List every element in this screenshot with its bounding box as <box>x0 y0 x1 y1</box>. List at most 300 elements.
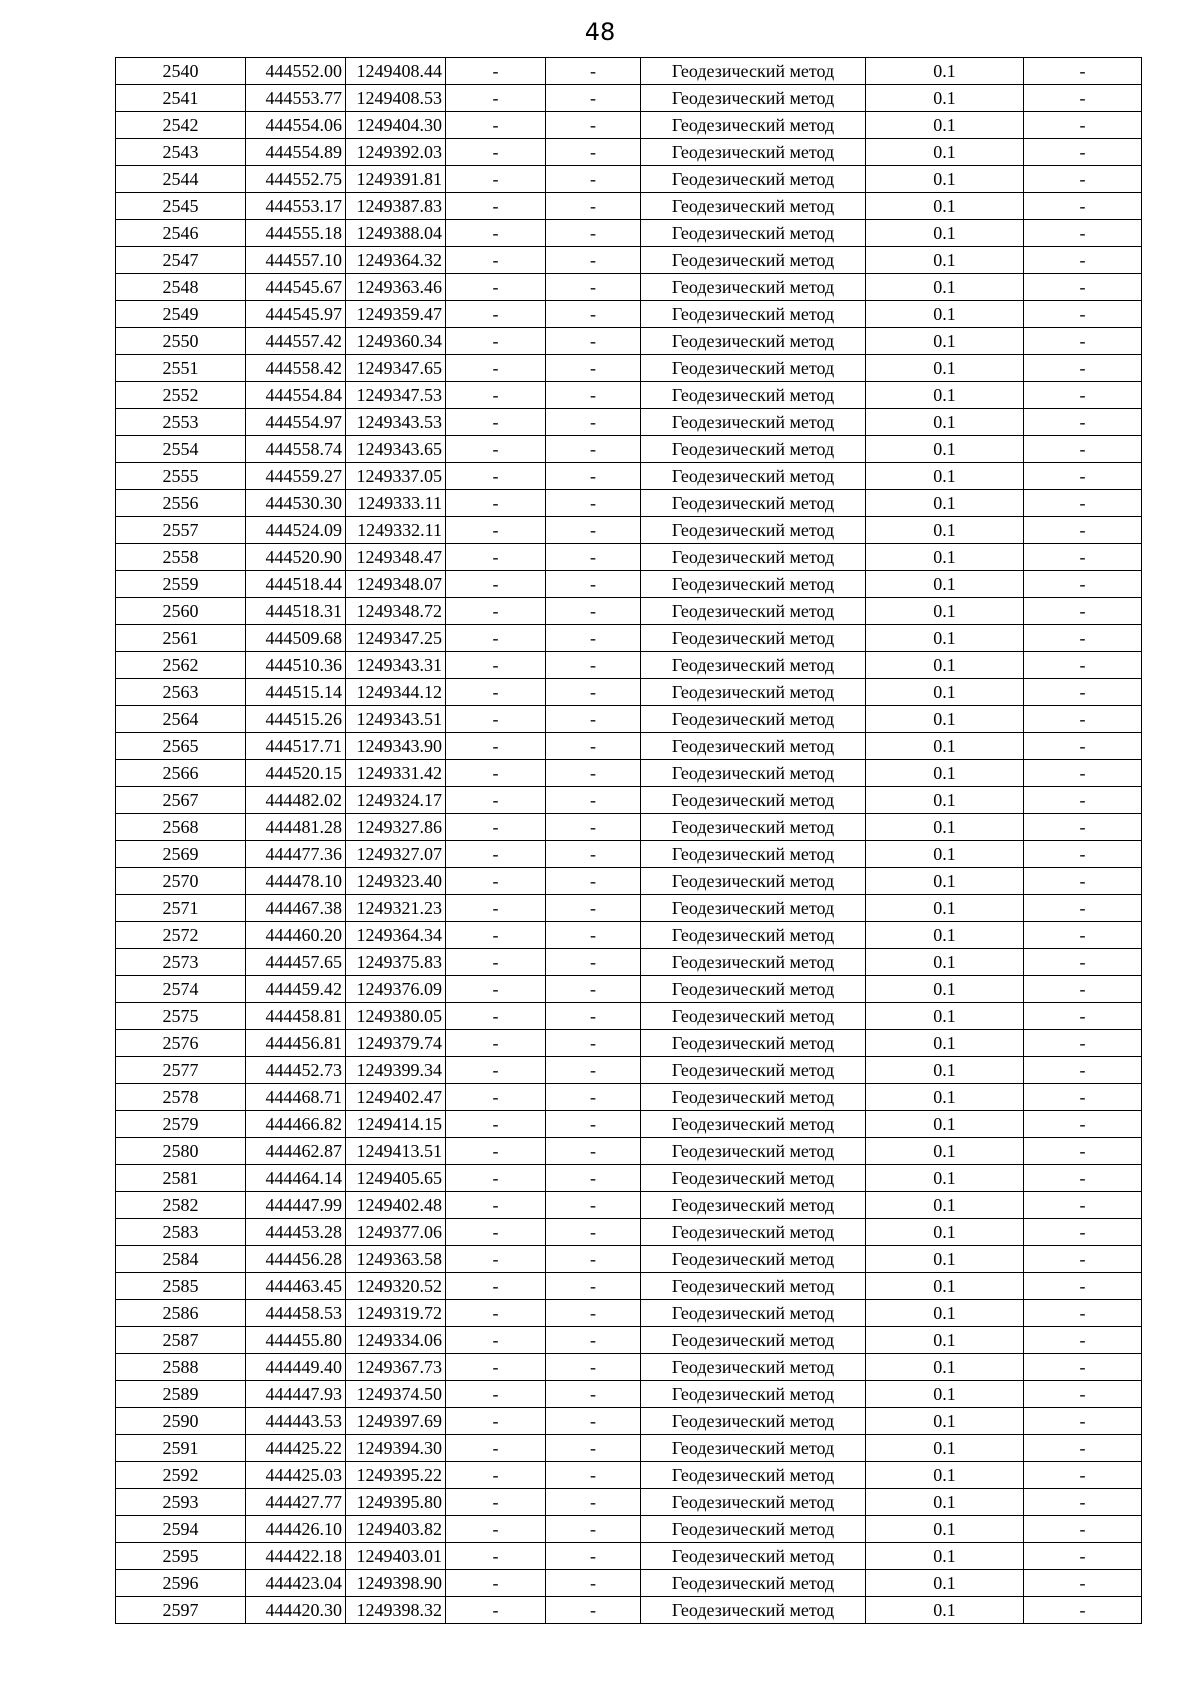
method-cell: Геодезический метод <box>641 220 866 247</box>
method-cell: Геодезический метод <box>641 922 866 949</box>
dash-cell: - <box>1024 1543 1142 1570</box>
point-number-cell: 2583 <box>116 1219 246 1246</box>
dash-cell: - <box>1024 1327 1142 1354</box>
dash-cell: - <box>1024 85 1142 112</box>
x-coordinate-cell: 444422.18 <box>246 1543 346 1570</box>
dash-cell: - <box>446 544 546 571</box>
y-coordinate-cell: 1249321.23 <box>346 895 446 922</box>
point-number-cell: 2573 <box>116 949 246 976</box>
table-row <box>116 1435 1142 1462</box>
error-cell: 0.1 <box>866 1273 1024 1300</box>
dash-cell: - <box>1024 1111 1142 1138</box>
dash-cell: - <box>446 976 546 1003</box>
error-cell: 0.1 <box>866 1246 1024 1273</box>
y-coordinate-cell: 1249331.42 <box>346 760 446 787</box>
dash-cell: - <box>1024 301 1142 328</box>
dash-cell: - <box>546 1462 641 1489</box>
dash-cell: - <box>446 274 546 301</box>
point-number-cell: 2567 <box>116 787 246 814</box>
y-coordinate-cell: 1249395.22 <box>346 1462 446 1489</box>
y-coordinate-cell: 1249320.52 <box>346 1273 446 1300</box>
y-coordinate-cell: 1249337.05 <box>346 463 446 490</box>
dash-cell: - <box>446 1597 546 1624</box>
error-cell: 0.1 <box>866 166 1024 193</box>
point-number-cell: 2548 <box>116 274 246 301</box>
point-number-cell: 2569 <box>116 841 246 868</box>
error-cell: 0.1 <box>866 1030 1024 1057</box>
dash-cell: - <box>1024 355 1142 382</box>
dash-cell: - <box>1024 463 1142 490</box>
dash-cell: - <box>446 841 546 868</box>
point-number-cell: 2576 <box>116 1030 246 1057</box>
x-coordinate-cell: 444458.81 <box>246 1003 346 1030</box>
error-cell: 0.1 <box>866 247 1024 274</box>
point-number-cell: 2574 <box>116 976 246 1003</box>
method-cell: Геодезический метод <box>641 1516 866 1543</box>
dash-cell: - <box>546 733 641 760</box>
dash-cell: - <box>1024 193 1142 220</box>
x-coordinate-cell: 444515.14 <box>246 679 346 706</box>
method-cell: Геодезический метод <box>641 193 866 220</box>
dash-cell: - <box>546 544 641 571</box>
error-cell: 0.1 <box>866 301 1024 328</box>
table-row <box>116 1570 1142 1597</box>
x-coordinate-cell: 444449.40 <box>246 1354 346 1381</box>
dash-cell: - <box>446 679 546 706</box>
method-cell: Геодезический метод <box>641 139 866 166</box>
dash-cell: - <box>546 1273 641 1300</box>
x-coordinate-cell: 444545.97 <box>246 301 346 328</box>
method-cell: Геодезический метод <box>641 733 866 760</box>
dash-cell: - <box>1024 1219 1142 1246</box>
x-coordinate-cell: 444460.20 <box>246 922 346 949</box>
table-row <box>116 220 1142 247</box>
dash-cell: - <box>446 1003 546 1030</box>
point-number-cell: 2542 <box>116 112 246 139</box>
table-row <box>116 598 1142 625</box>
dash-cell: - <box>446 1408 546 1435</box>
error-cell: 0.1 <box>866 868 1024 895</box>
x-coordinate-cell: 444466.82 <box>246 1111 346 1138</box>
dash-cell: - <box>446 922 546 949</box>
y-coordinate-cell: 1249387.83 <box>346 193 446 220</box>
dash-cell: - <box>546 301 641 328</box>
error-cell: 0.1 <box>866 895 1024 922</box>
dash-cell: - <box>546 1489 641 1516</box>
dash-cell: - <box>546 58 641 85</box>
method-cell: Геодезический метод <box>641 1057 866 1084</box>
method-cell: Геодезический метод <box>641 598 866 625</box>
method-cell: Геодезический метод <box>641 841 866 868</box>
dash-cell: - <box>1024 1408 1142 1435</box>
method-cell: Геодезический метод <box>641 166 866 193</box>
method-cell: Геодезический метод <box>641 382 866 409</box>
dash-cell: - <box>1024 1381 1142 1408</box>
x-coordinate-cell: 444552.00 <box>246 58 346 85</box>
y-coordinate-cell: 1249332.11 <box>346 517 446 544</box>
dash-cell: - <box>1024 922 1142 949</box>
point-number-cell: 2566 <box>116 760 246 787</box>
point-number-cell: 2559 <box>116 571 246 598</box>
x-coordinate-cell: 444559.27 <box>246 463 346 490</box>
dash-cell: - <box>1024 706 1142 733</box>
point-number-cell: 2592 <box>116 1462 246 1489</box>
error-cell: 0.1 <box>866 1462 1024 1489</box>
error-cell: 0.1 <box>866 58 1024 85</box>
method-cell: Геодезический метод <box>641 247 866 274</box>
dash-cell: - <box>546 1300 641 1327</box>
table-row <box>116 1246 1142 1273</box>
y-coordinate-cell: 1249348.72 <box>346 598 446 625</box>
error-cell: 0.1 <box>866 220 1024 247</box>
point-number-cell: 2544 <box>116 166 246 193</box>
method-cell: Геодезический метод <box>641 652 866 679</box>
x-coordinate-cell: 444518.44 <box>246 571 346 598</box>
y-coordinate-cell: 1249319.72 <box>346 1300 446 1327</box>
dash-cell: - <box>546 463 641 490</box>
method-cell: Геодезический метод <box>641 1462 866 1489</box>
table-row <box>116 625 1142 652</box>
y-coordinate-cell: 1249403.01 <box>346 1543 446 1570</box>
dash-cell: - <box>546 760 641 787</box>
dash-cell: - <box>546 517 641 544</box>
dash-cell: - <box>446 1354 546 1381</box>
point-number-cell: 2584 <box>116 1246 246 1273</box>
dash-cell: - <box>546 814 641 841</box>
dash-cell: - <box>1024 1354 1142 1381</box>
method-cell: Геодезический метод <box>641 625 866 652</box>
error-cell: 0.1 <box>866 733 1024 760</box>
dash-cell: - <box>446 436 546 463</box>
method-cell: Геодезический метод <box>641 355 866 382</box>
dash-cell: - <box>446 787 546 814</box>
y-coordinate-cell: 1249377.06 <box>346 1219 446 1246</box>
y-coordinate-cell: 1249414.15 <box>346 1111 446 1138</box>
point-number-cell: 2563 <box>116 679 246 706</box>
table-row <box>116 1165 1142 1192</box>
error-cell: 0.1 <box>866 841 1024 868</box>
dash-cell: - <box>546 1516 641 1543</box>
dash-cell: - <box>446 1111 546 1138</box>
x-coordinate-cell: 444558.42 <box>246 355 346 382</box>
dash-cell: - <box>446 328 546 355</box>
method-cell: Геодезический метод <box>641 814 866 841</box>
x-coordinate-cell: 444425.22 <box>246 1435 346 1462</box>
x-coordinate-cell: 444426.10 <box>246 1516 346 1543</box>
dash-cell: - <box>546 1165 641 1192</box>
x-coordinate-cell: 444467.38 <box>246 895 346 922</box>
method-cell: Геодезический метод <box>641 1381 866 1408</box>
table-row <box>116 409 1142 436</box>
x-coordinate-cell: 444423.04 <box>246 1570 346 1597</box>
point-number-cell: 2556 <box>116 490 246 517</box>
error-cell: 0.1 <box>866 328 1024 355</box>
error-cell: 0.1 <box>866 463 1024 490</box>
error-cell: 0.1 <box>866 1057 1024 1084</box>
method-cell: Геодезический метод <box>641 58 866 85</box>
point-number-cell: 2580 <box>116 1138 246 1165</box>
dash-cell: - <box>546 868 641 895</box>
dash-cell: - <box>546 85 641 112</box>
error-cell: 0.1 <box>866 1138 1024 1165</box>
error-cell: 0.1 <box>866 571 1024 598</box>
point-number-cell: 2557 <box>116 517 246 544</box>
table-row <box>116 58 1142 85</box>
y-coordinate-cell: 1249408.44 <box>346 58 446 85</box>
dash-cell: - <box>1024 139 1142 166</box>
error-cell: 0.1 <box>866 490 1024 517</box>
method-cell: Геодезический метод <box>641 274 866 301</box>
method-cell: Геодезический метод <box>641 1246 866 1273</box>
x-coordinate-cell: 444427.77 <box>246 1489 346 1516</box>
dash-cell: - <box>1024 220 1142 247</box>
dash-cell: - <box>446 247 546 274</box>
dash-cell: - <box>546 1570 641 1597</box>
point-number-cell: 2549 <box>116 301 246 328</box>
x-coordinate-cell: 444554.89 <box>246 139 346 166</box>
dash-cell: - <box>1024 490 1142 517</box>
dash-cell: - <box>446 814 546 841</box>
method-cell: Геодезический метод <box>641 1570 866 1597</box>
point-number-cell: 2578 <box>116 1084 246 1111</box>
dash-cell: - <box>446 1381 546 1408</box>
x-coordinate-cell: 444557.42 <box>246 328 346 355</box>
table-row <box>116 112 1142 139</box>
error-cell: 0.1 <box>866 1516 1024 1543</box>
dash-cell: - <box>1024 247 1142 274</box>
dash-cell: - <box>446 733 546 760</box>
y-coordinate-cell: 1249404.30 <box>346 112 446 139</box>
point-number-cell: 2562 <box>116 652 246 679</box>
table-row <box>116 544 1142 571</box>
error-cell: 0.1 <box>866 112 1024 139</box>
method-cell: Геодезический метод <box>641 1327 866 1354</box>
dash-cell: - <box>546 949 641 976</box>
point-number-cell: 2590 <box>116 1408 246 1435</box>
error-cell: 0.1 <box>866 517 1024 544</box>
method-cell: Геодезический метод <box>641 436 866 463</box>
y-coordinate-cell: 1249343.51 <box>346 706 446 733</box>
dash-cell: - <box>1024 1138 1142 1165</box>
dash-cell: - <box>446 1462 546 1489</box>
method-cell: Геодезический метод <box>641 1273 866 1300</box>
dash-cell: - <box>446 868 546 895</box>
method-cell: Геодезический метод <box>641 1408 866 1435</box>
dash-cell: - <box>446 1219 546 1246</box>
point-number-cell: 2560 <box>116 598 246 625</box>
dash-cell: - <box>1024 787 1142 814</box>
method-cell: Геодезический метод <box>641 1165 866 1192</box>
y-coordinate-cell: 1249397.69 <box>346 1408 446 1435</box>
point-number-cell: 2582 <box>116 1192 246 1219</box>
dash-cell: - <box>446 1273 546 1300</box>
dash-cell: - <box>546 706 641 733</box>
method-cell: Геодезический метод <box>641 895 866 922</box>
dash-cell: - <box>1024 895 1142 922</box>
dash-cell: - <box>1024 409 1142 436</box>
dash-cell: - <box>546 1219 641 1246</box>
method-cell: Геодезический метод <box>641 112 866 139</box>
point-number-cell: 2596 <box>116 1570 246 1597</box>
dash-cell: - <box>1024 1165 1142 1192</box>
table-row <box>116 355 1142 382</box>
point-number-cell: 2591 <box>116 1435 246 1462</box>
point-number-cell: 2571 <box>116 895 246 922</box>
x-coordinate-cell: 444530.30 <box>246 490 346 517</box>
x-coordinate-cell: 444518.31 <box>246 598 346 625</box>
y-coordinate-cell: 1249324.17 <box>346 787 446 814</box>
error-cell: 0.1 <box>866 787 1024 814</box>
dash-cell: - <box>446 1192 546 1219</box>
dash-cell: - <box>546 1327 641 1354</box>
y-coordinate-cell: 1249343.65 <box>346 436 446 463</box>
x-coordinate-cell: 444481.28 <box>246 814 346 841</box>
dash-cell: - <box>1024 1273 1142 1300</box>
x-coordinate-cell: 444447.99 <box>246 1192 346 1219</box>
x-coordinate-cell: 444524.09 <box>246 517 346 544</box>
point-number-cell: 2546 <box>116 220 246 247</box>
method-cell: Геодезический метод <box>641 571 866 598</box>
page-number: 48 <box>584 18 616 46</box>
dash-cell: - <box>546 1597 641 1624</box>
dash-cell: - <box>1024 598 1142 625</box>
table-row <box>116 1030 1142 1057</box>
point-number-cell: 2589 <box>116 1381 246 1408</box>
table-row <box>116 1273 1142 1300</box>
method-cell: Геодезический метод <box>641 301 866 328</box>
dash-cell: - <box>546 1030 641 1057</box>
method-cell: Геодезический метод <box>641 760 866 787</box>
y-coordinate-cell: 1249344.12 <box>346 679 446 706</box>
dash-cell: - <box>1024 1570 1142 1597</box>
dash-cell: - <box>1024 1084 1142 1111</box>
table-row <box>116 1462 1142 1489</box>
y-coordinate-cell: 1249375.83 <box>346 949 446 976</box>
point-number-cell: 2572 <box>116 922 246 949</box>
method-cell: Геодезический метод <box>641 976 866 1003</box>
y-coordinate-cell: 1249347.25 <box>346 625 446 652</box>
table-row <box>116 1597 1142 1624</box>
dash-cell: - <box>446 301 546 328</box>
dash-cell: - <box>446 760 546 787</box>
dash-cell: - <box>1024 1489 1142 1516</box>
x-coordinate-cell: 444553.77 <box>246 85 346 112</box>
table-row <box>116 1489 1142 1516</box>
x-coordinate-cell: 444553.17 <box>246 193 346 220</box>
point-number-cell: 2594 <box>116 1516 246 1543</box>
x-coordinate-cell: 444515.26 <box>246 706 346 733</box>
error-cell: 0.1 <box>866 274 1024 301</box>
y-coordinate-cell: 1249399.34 <box>346 1057 446 1084</box>
table-row <box>116 490 1142 517</box>
dash-cell: - <box>546 1435 641 1462</box>
table-row <box>116 706 1142 733</box>
point-number-cell: 2585 <box>116 1273 246 1300</box>
dash-cell: - <box>1024 652 1142 679</box>
error-cell: 0.1 <box>866 1435 1024 1462</box>
error-cell: 0.1 <box>866 85 1024 112</box>
table-row <box>116 247 1142 274</box>
x-coordinate-cell: 444509.68 <box>246 625 346 652</box>
dash-cell: - <box>446 1246 546 1273</box>
table-row <box>116 1381 1142 1408</box>
error-cell: 0.1 <box>866 652 1024 679</box>
error-cell: 0.1 <box>866 1408 1024 1435</box>
dash-cell: - <box>1024 868 1142 895</box>
dash-cell: - <box>446 1489 546 1516</box>
dash-cell: - <box>546 1003 641 1030</box>
y-coordinate-cell: 1249379.74 <box>346 1030 446 1057</box>
dash-cell: - <box>446 652 546 679</box>
dash-cell: - <box>546 679 641 706</box>
error-cell: 0.1 <box>866 193 1024 220</box>
dash-cell: - <box>446 463 546 490</box>
table-row <box>116 922 1142 949</box>
dash-cell: - <box>546 571 641 598</box>
x-coordinate-cell: 444482.02 <box>246 787 346 814</box>
y-coordinate-cell: 1249363.46 <box>346 274 446 301</box>
dash-cell: - <box>1024 841 1142 868</box>
dash-cell: - <box>1024 328 1142 355</box>
table-row <box>116 976 1142 1003</box>
y-coordinate-cell: 1249343.90 <box>346 733 446 760</box>
dash-cell: - <box>446 1570 546 1597</box>
dash-cell: - <box>546 139 641 166</box>
error-cell: 0.1 <box>866 598 1024 625</box>
dash-cell: - <box>446 625 546 652</box>
table-row <box>116 1192 1142 1219</box>
y-coordinate-cell: 1249402.48 <box>346 1192 446 1219</box>
dash-cell: - <box>446 1138 546 1165</box>
point-number-cell: 2579 <box>116 1111 246 1138</box>
dash-cell: - <box>1024 1246 1142 1273</box>
dash-cell: - <box>446 166 546 193</box>
point-number-cell: 2587 <box>116 1327 246 1354</box>
dash-cell: - <box>1024 112 1142 139</box>
dash-cell: - <box>546 1057 641 1084</box>
method-cell: Геодезический метод <box>641 328 866 355</box>
dash-cell: - <box>546 1192 641 1219</box>
x-coordinate-cell: 444464.14 <box>246 1165 346 1192</box>
x-coordinate-cell: 444462.87 <box>246 1138 346 1165</box>
table-row <box>116 652 1142 679</box>
dash-cell: - <box>1024 571 1142 598</box>
x-coordinate-cell: 444555.18 <box>246 220 346 247</box>
dash-cell: - <box>1024 1516 1142 1543</box>
point-number-cell: 2541 <box>116 85 246 112</box>
error-cell: 0.1 <box>866 1597 1024 1624</box>
dash-cell: - <box>446 1327 546 1354</box>
x-coordinate-cell: 444557.10 <box>246 247 346 274</box>
error-cell: 0.1 <box>866 1354 1024 1381</box>
point-number-cell: 2564 <box>116 706 246 733</box>
dash-cell: - <box>446 598 546 625</box>
dash-cell: - <box>546 1138 641 1165</box>
table-row <box>116 463 1142 490</box>
table-row <box>116 274 1142 301</box>
dash-cell: - <box>446 490 546 517</box>
dash-cell: - <box>446 139 546 166</box>
dash-cell: - <box>446 706 546 733</box>
table-row <box>116 301 1142 328</box>
table-row <box>116 733 1142 760</box>
point-number-cell: 2593 <box>116 1489 246 1516</box>
error-cell: 0.1 <box>866 1192 1024 1219</box>
error-cell: 0.1 <box>866 1084 1024 1111</box>
dash-cell: - <box>546 895 641 922</box>
dash-cell: - <box>446 949 546 976</box>
dash-cell: - <box>446 193 546 220</box>
